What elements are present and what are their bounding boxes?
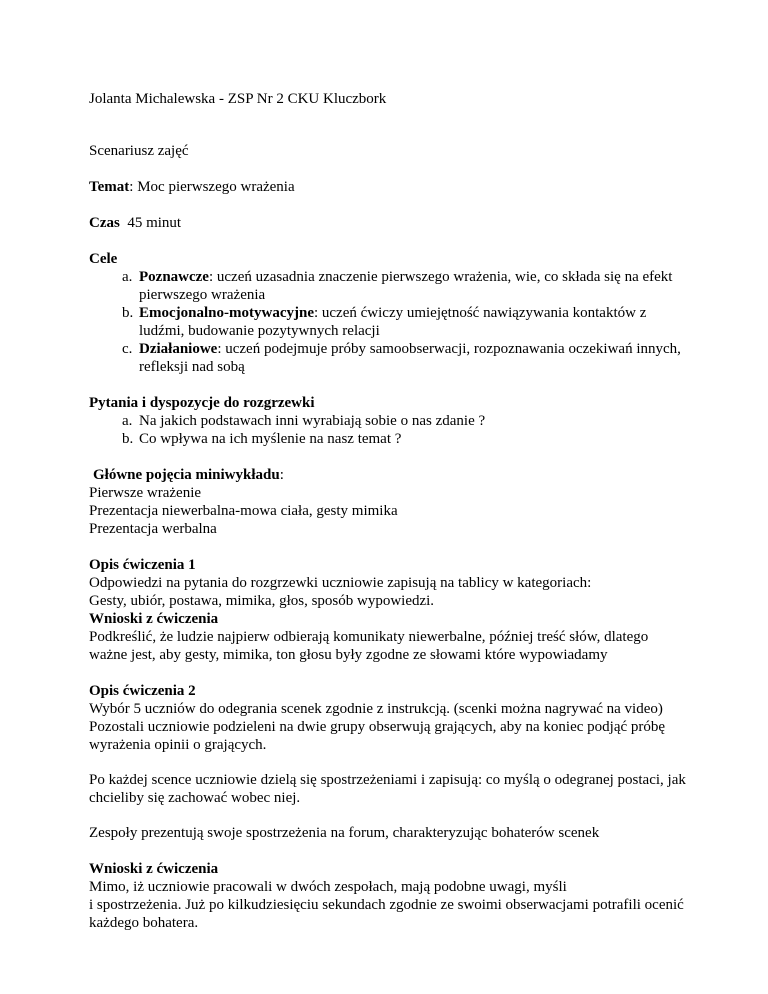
- exercise2-conclusions-line: i spostrzeżenia. Już po kilkudziesięciu sekundach zgodnie ze swoimi obserwacjami potrafili ocenić każdego bohatera.: [89, 897, 684, 931]
- concepts-heading: Główne pojęcia miniwykładu: [93, 467, 280, 483]
- list-marker: a.: [122, 269, 133, 285]
- topic-line: [89, 178, 689, 196]
- warmup-list: [89, 412, 689, 448]
- exercise2-paragraph: Zespoły prezentują swoje spostrzeżenia na forum, charakteryzując bohaterów scenek: [89, 825, 600, 841]
- warmup-item: [89, 412, 689, 430]
- exercise1-line: Gesty, ubiór, postawa, mimika, głos, sposób wypowiedzi.: [89, 593, 435, 609]
- list-marker: b.: [122, 305, 134, 321]
- exercise2-conclusions-heading: Wnioski z ćwiczenia: [89, 861, 219, 877]
- list-marker: c.: [122, 341, 133, 357]
- exercise2-heading: Opis ćwiczenia 2: [89, 683, 196, 699]
- warmup-item: [89, 430, 689, 448]
- goal-label: Emocjonalno-motywacyjne: [139, 305, 314, 321]
- concept-line: Prezentacja niewerbalna-mowa ciała, gesty mimika: [89, 503, 398, 519]
- exercise2-paragraph: Pozostali uczniowie podzieleni na dwie grupy obserwują grających, aby na koniec podjąć próbę wyrażenia opinii o grających.: [89, 719, 666, 753]
- goals-list: [89, 268, 689, 376]
- warmup-heading: Pytania i dyspozycje do rozgrzewki: [89, 395, 315, 411]
- exercise2-conclusions-line: Mimo, iż uczniowie pracowali w dwóch zespołach, mają podobne uwagi, myśli: [89, 879, 567, 895]
- goal-item: [89, 340, 689, 376]
- author-line: Jolanta Michalewska - ZSP Nr 2 CKU Kluczbork: [89, 91, 387, 107]
- warmup-text: Na jakich podstawach inni wyrabiają sobie o nas zdanie ?: [139, 413, 486, 429]
- topic-value: : Moc pierwszego wrażenia: [129, 179, 295, 195]
- goal-label: Działaniowe: [139, 341, 218, 357]
- exercise1-conclusions-heading: Wnioski z ćwiczenia: [89, 611, 219, 627]
- concept-line: Pierwsze wrażenie: [89, 485, 202, 501]
- time-value: 45 minut: [119, 215, 182, 231]
- exercise2-paragraph: Po każdej scence uczniowie dzielą się spostrzeżeniami i zapisują: co myślą o odegranej postaci, jak chcieliby się zachować wobec niej.: [89, 772, 686, 806]
- concept-line: Prezentacja werbalna: [89, 521, 217, 537]
- topic-label: Temat: [89, 179, 130, 195]
- goal-text: : uczeń uzasadnia znaczenie pierwszego wrażenia, wie, co składa się na efekt pierwszego wrażenia: [139, 269, 673, 303]
- goal-item: [89, 304, 689, 340]
- list-marker: b.: [122, 431, 134, 447]
- goal-item: [89, 268, 689, 304]
- time-label: Czas: [89, 215, 120, 231]
- goal-text: : uczeń podejmuje próby samoobserwacji, rozpoznawania oczekiwań innych, refleksji nad sobą: [139, 341, 681, 375]
- concepts-heading-line: [89, 466, 689, 484]
- exercise2-paragraph: Wybór 5 uczniów do odegrania scenek zgodnie z instrukcją. (scenki można nagrywać na video): [89, 701, 663, 717]
- document-type: Scenariusz zajęć: [89, 143, 189, 159]
- list-marker: a.: [122, 413, 133, 429]
- exercise1-heading: Opis ćwiczenia 1: [89, 557, 196, 573]
- document-body: [89, 90, 689, 932]
- goal-text: : uczeń ćwiczy umiejętność nawiązywania kontaktów z ludźmi, budowanie pozytywnych relacji: [139, 305, 647, 339]
- warmup-text: Co wpływa na ich myślenie na nasz temat ?: [139, 431, 402, 447]
- goals-heading: Cele: [89, 251, 118, 267]
- time-line: [89, 214, 689, 232]
- exercise1-conclusions-text: Podkreślić, że ludzie najpierw odbierają komunikaty niewerbalne, później treść słów, dlatego ważne jest, aby gesty, mimika, ton głosu były zgodne ze słowami które wypowiadamy: [89, 629, 649, 663]
- concepts-heading-suffix: :: [279, 467, 284, 483]
- exercise1-line: Odpowiedzi na pytania do rozgrzewki uczniowie zapisują na tablicy w kategoriach:: [89, 575, 592, 591]
- goal-label: Poznawcze: [139, 269, 209, 285]
